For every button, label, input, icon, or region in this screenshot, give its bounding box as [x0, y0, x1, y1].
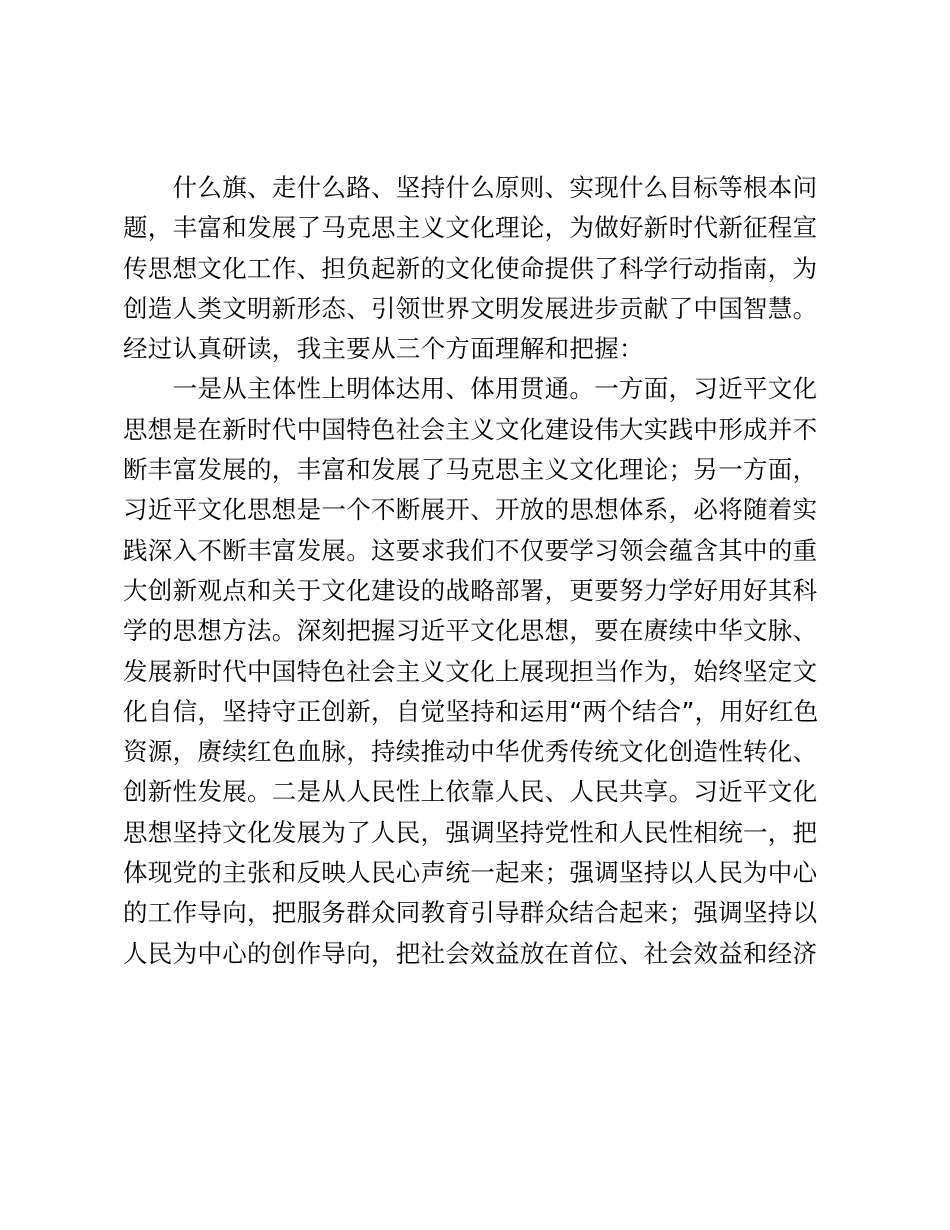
body-text — [123, 168, 843, 974]
text-line: 大创新观点和关于文化建设的战略部署，更要努力学好用好其科 — [123, 575, 818, 605]
text-line: 资源，赓续红色血脉，持续推动中华优秀传统文化创造性转化、 — [123, 737, 818, 767]
text-line: 创造人类文明新形态、引领世界文明发展进步贡献了中国智慧。 — [123, 293, 818, 323]
text-line: 题，丰富和发展了马克思主义文化理论，为做好新时代新征程宣 — [123, 213, 818, 243]
text-line: 断丰富发展的，丰富和发展了马克思主义文化理论；另一方面， — [123, 455, 818, 485]
text-line: 的工作导向，把服务群众同教育引导群众结合起来；强调坚持以 — [123, 898, 818, 928]
text-line: 践深入不断丰富发展。这要求我们不仅要学习领会蕴含其中的重 — [123, 535, 818, 565]
text-line: 什么旗、走什么路、坚持什么原则、实现什么目标等根本问 — [123, 173, 818, 202]
text-line: 学的思想方法。深刻把握习近平文化思想，要在赓续中华文脉、 — [123, 616, 818, 646]
text-line: 思想是在新时代中国特色社会主义文化建设伟大实践中形成并不 — [123, 414, 818, 444]
text-line: 体现党的主张和反映人民心声统一起来；强调坚持以人民为中心 — [123, 858, 818, 888]
text-line: 经过认真研读，我主要从三个方面理解和把握： — [123, 334, 644, 364]
text-line: 化自信，坚持守正创新，自觉坚持和运用“两个结合”，用好红色 — [123, 696, 819, 726]
text-line: 人民为中心的创作导向，把社会效益放在首位、社会效益和经济 — [123, 938, 818, 968]
text-line: 一是从主体性上明体达用、体用贯通。一方面，习近平文化 — [123, 374, 818, 404]
text-line: 发展新时代中国特色社会主义文化上展现担当作为，始终坚定文 — [123, 656, 818, 686]
text-line: 习近平文化思想是一个不断展开、开放的思想体系，必将随着实 — [123, 495, 818, 525]
text-line: 传思想文化工作、担负起新的文化使命提供了科学行动指南，为 — [123, 253, 818, 283]
text-line: 思想坚持文化发展为了人民，强调坚持党性和人民性相统一，把 — [123, 817, 818, 847]
text-line: 创新性发展。二是从人民性上依靠人民、人民共享。习近平文化 — [123, 777, 818, 807]
